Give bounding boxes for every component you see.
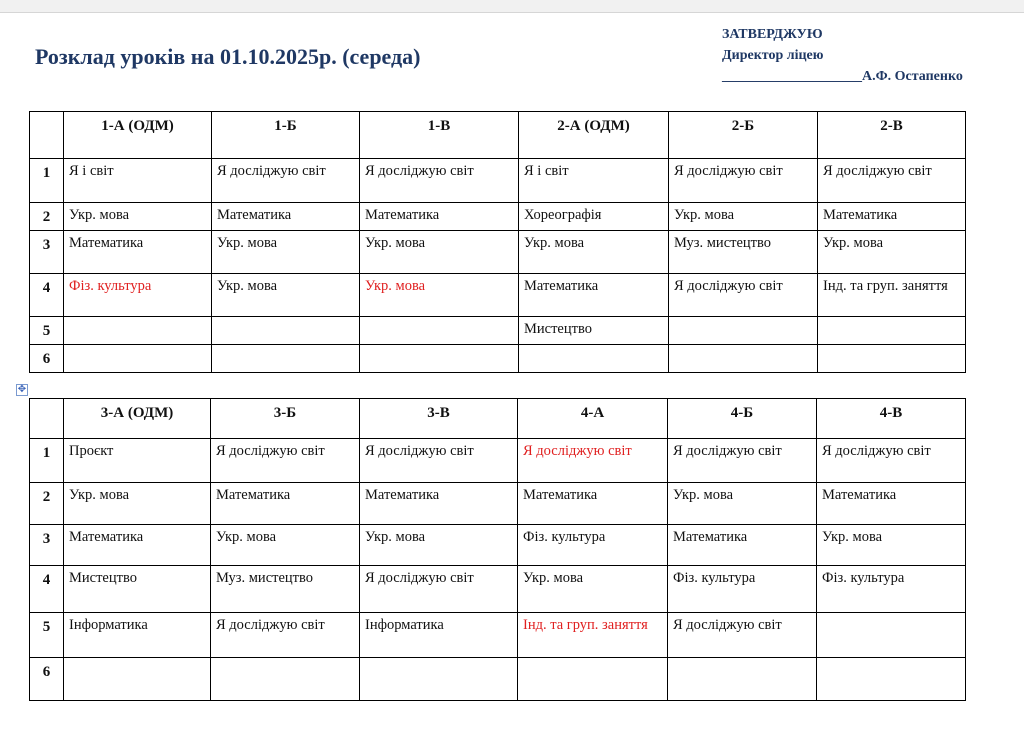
approval-heading: ЗАТВЕРДЖУЮ [722,27,823,42]
table-header-row [30,112,966,159]
lesson-number-cell: 5 [30,613,64,658]
subject-cell [669,317,818,345]
lesson-row [30,483,966,525]
lesson-row [30,439,966,483]
lesson-row [30,274,966,317]
approval-position: Директор ліцею [722,48,824,63]
table-header-row [30,399,966,439]
lesson-number-cell: 4 [30,566,64,613]
subject-cell: Мистецтво [519,317,669,345]
subject-cell: Я досліджую світ [518,439,668,483]
subject-cell: Математика [518,483,668,525]
subject-cell: Укр. мова [360,231,519,274]
subject-cell: Укр. мова [668,483,817,525]
header-corner-cell [30,399,64,439]
subject-cell [669,345,818,373]
page-title: Розклад уроків на 01.10.2025р. (середа) [35,44,421,69]
subject-cell: Інд. та груп. заняття [818,274,966,317]
subject-cell: Математика [64,525,211,566]
subject-cell [212,345,360,373]
subject-cell: Математика [360,203,519,231]
lesson-number-cell: 3 [30,525,64,566]
subject-cell: Фіз. культура [64,274,212,317]
lesson-number-cell: 4 [30,274,64,317]
subject-cell: Укр. мова [64,203,212,231]
subject-cell [64,345,212,373]
subject-cell: Укр. мова [818,231,966,274]
lesson-row [30,317,966,345]
lesson-number-cell: 1 [30,159,64,203]
class-header-cell: 4-А [518,399,668,439]
subject-cell: Я досліджую світ [212,159,360,203]
lesson-number-cell: 2 [30,203,64,231]
subject-cell: Я і світ [519,159,669,203]
subject-cell: Я досліджую світ [818,159,966,203]
subject-cell [818,317,966,345]
subject-cell: Хореографія [519,203,669,231]
class-header-cell: 4-В [817,399,966,439]
class-header-cell: 2-А (ОДМ) [519,112,669,159]
subject-cell: Математика [360,483,518,525]
class-header-cell: 2-В [818,112,966,159]
subject-cell: Інд. та груп. заняття [518,613,668,658]
subject-cell: Укр. мова [211,525,360,566]
subject-cell [64,317,212,345]
subject-cell: Математика [668,525,817,566]
subject-cell: Проєкт [64,439,211,483]
subject-cell: Муз. мистецтво [669,231,818,274]
subject-cell: Я досліджую світ [360,159,519,203]
class-header-cell: 1-А (ОДМ) [64,112,212,159]
subject-cell [360,317,519,345]
class-header-cell: 3-Б [211,399,360,439]
class-header-cell: 2-Б [669,112,818,159]
schedule-table-grades-3-4 [29,398,966,701]
subject-cell: Я і світ [64,159,212,203]
subject-cell: Я досліджую світ [817,439,966,483]
subject-cell: Укр. мова [518,566,668,613]
subject-cell [668,658,817,701]
subject-cell: Укр. мова [212,274,360,317]
subject-cell [360,658,518,701]
subject-cell: Укр. мова [360,525,518,566]
subject-cell [212,317,360,345]
class-header-cell: 3-В [360,399,518,439]
header-corner-cell [30,112,64,159]
subject-cell: Математика [519,274,669,317]
lesson-number-cell: 1 [30,439,64,483]
subject-cell: Укр. мова [519,231,669,274]
lesson-row [30,613,966,658]
subject-cell: Укр. мова [817,525,966,566]
subject-cell [211,658,360,701]
subject-cell: Я досліджую світ [360,439,518,483]
subject-cell: Укр. мова [360,274,519,317]
app-top-bar [0,0,1024,13]
class-header-cell: 4-Б [668,399,817,439]
subject-cell: Укр. мова [64,483,211,525]
lesson-row [30,658,966,701]
subject-cell: Я досліджую світ [668,439,817,483]
class-header-cell: 1-В [360,112,519,159]
subject-cell: Мистецтво [64,566,211,613]
lesson-row [30,203,966,231]
approval-signature-line: ____________________А.Ф. Остапенко [722,69,963,84]
subject-cell: Я досліджую світ [669,274,818,317]
lesson-number-cell: 3 [30,231,64,274]
subject-cell [64,658,211,701]
lesson-row [30,566,966,613]
subject-cell [818,345,966,373]
subject-cell: Укр. мова [212,231,360,274]
lesson-row [30,525,966,566]
lesson-number-cell: 5 [30,317,64,345]
approval-block [722,24,963,87]
subject-cell: Я досліджую світ [211,613,360,658]
subject-cell: Я досліджую світ [360,566,518,613]
subject-cell: Я досліджую світ [668,613,817,658]
lesson-row [30,345,966,373]
subject-cell: Фіз. культура [817,566,966,613]
subject-cell: Муз. мистецтво [211,566,360,613]
subject-cell: Інформатика [360,613,518,658]
subject-cell: Математика [64,231,212,274]
subject-cell: Інформатика [64,613,211,658]
subject-cell [518,658,668,701]
lesson-number-cell: 6 [30,345,64,373]
schedule-table-grades-1-2 [29,111,966,373]
subject-cell [817,613,966,658]
subject-cell [360,345,519,373]
subject-cell: Я досліджую світ [669,159,818,203]
lesson-number-cell: 2 [30,483,64,525]
class-header-cell: 3-А (ОДМ) [64,399,211,439]
subject-cell [817,658,966,701]
subject-cell: Математика [212,203,360,231]
table-move-handle-icon[interactable]: ✥ [17,384,27,395]
subject-cell: Я досліджую світ [211,439,360,483]
class-header-cell: 1-Б [212,112,360,159]
subject-cell: Математика [818,203,966,231]
subject-cell: Фіз. культура [668,566,817,613]
subject-cell [519,345,669,373]
subject-cell: Математика [211,483,360,525]
lesson-row [30,159,966,203]
lesson-row [30,231,966,274]
subject-cell: Математика [817,483,966,525]
subject-cell: Фіз. культура [518,525,668,566]
lesson-number-cell: 6 [30,658,64,701]
subject-cell: Укр. мова [669,203,818,231]
